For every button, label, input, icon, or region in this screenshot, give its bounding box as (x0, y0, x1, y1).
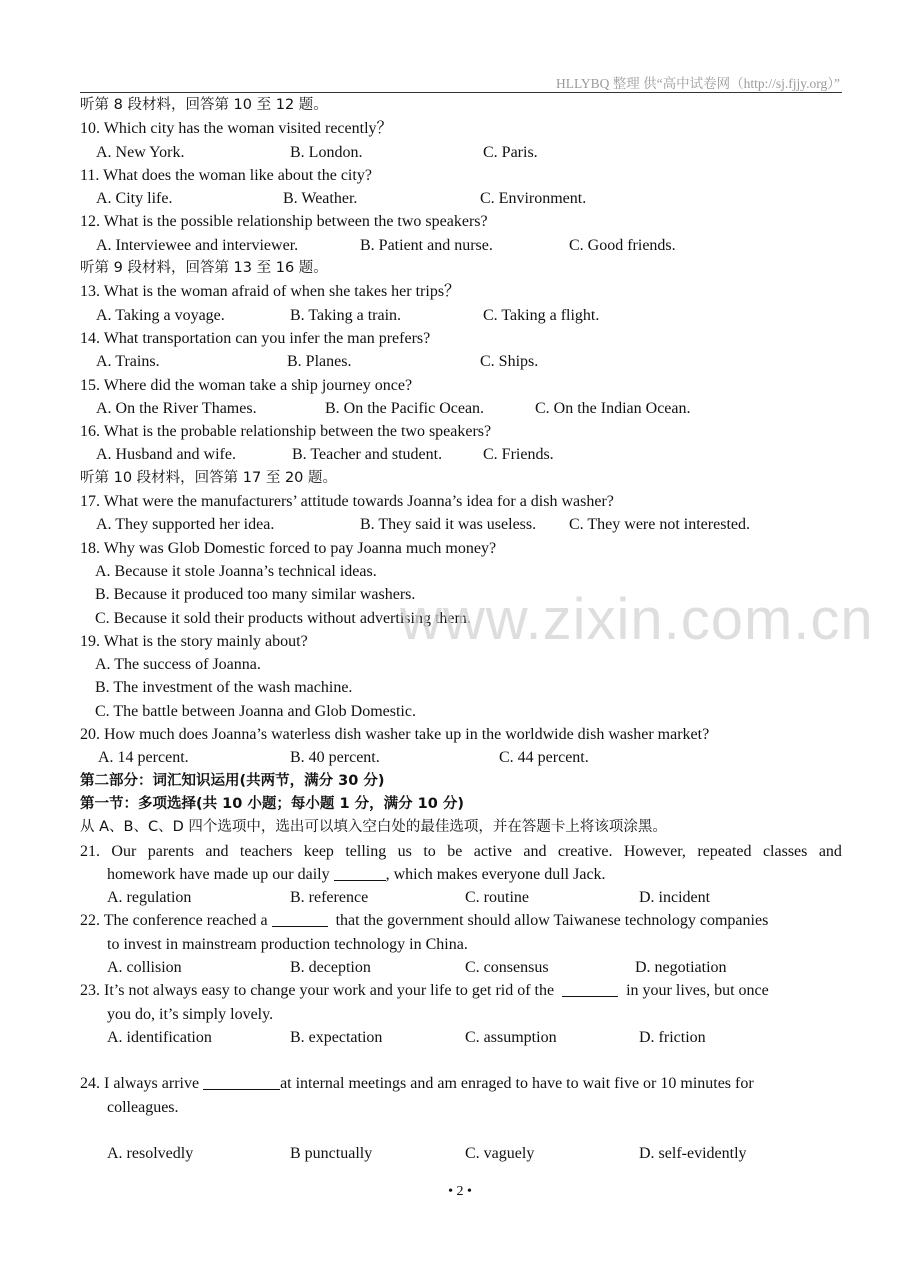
answer-blank (272, 910, 328, 927)
stem-word: and (523, 842, 547, 860)
option-c: C. The battle between Joanna and Glob Domestic. (95, 702, 416, 720)
option-a: A. Taking a voyage. (96, 306, 225, 324)
stem-word: repeated (697, 842, 752, 860)
question-22-stem (80, 909, 842, 932)
exam-content (80, 94, 842, 1166)
option-c: C. Because it sold their products without advertising them. (95, 609, 471, 627)
stem-word: classes (762, 842, 808, 860)
option-c: C. Paris. (483, 143, 538, 161)
stem-word: active (473, 842, 512, 860)
option-a: A. collision (107, 958, 182, 976)
option-c: C. Friends. (483, 446, 554, 464)
stem-word: 21. (80, 842, 100, 860)
option-b: B. Teacher and student. (292, 446, 443, 464)
stem-text: , which makes everyone dull Jack. (385, 865, 606, 883)
stem-word: be (447, 842, 463, 860)
stem-word: us (397, 842, 412, 860)
question-14-stem: 14. What transportation can you infer the man prefers? (80, 329, 431, 347)
stem-text: in your lives, but once (626, 982, 769, 1000)
answer-blank (203, 1073, 280, 1090)
option-d: D. negotiation (635, 958, 727, 976)
answer-blank (562, 980, 618, 997)
answer-blank (334, 864, 386, 881)
option-b: B. deception (290, 958, 371, 976)
option-a: A. They supported her idea. (96, 516, 275, 534)
header-divider (80, 92, 842, 93)
section-heading-8: 听第 8 段材料，回答第 10 至 12 题。 (80, 97, 328, 113)
stem-word: teachers (239, 842, 293, 860)
stem-text: homework have made up our daily (107, 865, 330, 883)
section-one-heading: 第一节：多项选择(共 10 小题；每小题 1 分，满分 10 分) (80, 795, 464, 812)
question-23-stem-continued: you do, it’s simply lovely. (107, 1005, 274, 1023)
question-23-options (80, 1026, 842, 1049)
question-24-stem-continued: colleagues. (107, 1098, 179, 1116)
question-19-stem: 19. What is the story mainly about? (80, 632, 308, 650)
stem-word: However, (623, 842, 686, 860)
part-two-heading: 第二部分：词汇知识运用(共两节，满分 30 分) (80, 772, 385, 789)
question-16-stem: 16. What is the probable relationship between the two speakers? (80, 423, 492, 441)
option-c: C. vaguely (465, 1145, 535, 1163)
stem-word: Our (111, 842, 137, 860)
question-14-options (80, 350, 842, 373)
question-12-options (80, 234, 842, 257)
question-22-stem-continued: to invest in mainstream production technology in China. (107, 935, 468, 953)
stem-word: creative. (557, 842, 613, 860)
option-c: C. assumption (465, 1028, 557, 1046)
stem-word: keep (303, 842, 334, 860)
option-a: A. New York. (96, 143, 185, 161)
question-22-options (80, 956, 842, 979)
option-a: A. regulation (107, 889, 192, 907)
stem-word: and (205, 842, 229, 860)
question-20-options (80, 746, 842, 769)
question-10-options (80, 141, 842, 164)
section-heading-9: 听第 9 段材料，回答第 13 至 16 题。 (80, 260, 328, 277)
option-b: B. The investment of the wash machine. (95, 679, 353, 697)
option-c: C. Taking a flight. (483, 306, 600, 324)
option-a: A. identification (107, 1028, 212, 1046)
question-16-options (80, 443, 842, 466)
question-13-options (80, 304, 842, 327)
option-c: C. 44 percent. (499, 749, 589, 767)
stem-word: to (423, 842, 436, 860)
option-b: B. London. (290, 143, 363, 161)
stem-word: telling (345, 842, 387, 860)
option-c: C. Environment. (480, 190, 587, 208)
instructions: 从 A、B、C、D 四个选项中，选出可以填入空白处的最佳选项，并在答题卡上将该项涂黑。 (80, 819, 667, 836)
question-18-stem: 18. Why was Glob Domestic forced to pay Joanna much money? (80, 539, 497, 557)
option-b: B. 40 percent. (290, 749, 380, 767)
stem-text: that the government should allow Taiwanese technology companies (335, 912, 769, 930)
option-d: D. friction (639, 1028, 706, 1046)
option-b: B. Weather. (283, 190, 358, 208)
option-b: B. reference (290, 889, 369, 907)
question-11-options (80, 187, 842, 210)
stem-text: 23. It’s not always easy to change your work and your life to get rid of the (80, 982, 555, 1000)
question-10-stem: 10. Which city has the woman visited recently？ (80, 120, 393, 138)
question-24-stem (80, 1072, 842, 1095)
option-c: C. They were not interested. (569, 516, 750, 534)
question-12-stem: 12. What is the possible relationship between the two speakers? (80, 213, 488, 231)
question-20-stem: 20. How much does Joanna’s waterless dish washer take up in the worldwide dish washer market? (80, 726, 710, 744)
stem-word: and (818, 842, 842, 860)
spacer (80, 1049, 842, 1072)
option-a: A. City life. (96, 190, 173, 208)
question-24-options (80, 1142, 842, 1165)
option-a: A. Because it stole Joanna’s technical ideas. (95, 562, 377, 580)
question-21-stem (80, 840, 842, 863)
option-b: B. Because it produced too many similar washers. (95, 586, 416, 604)
question-21-stem-continued (80, 863, 842, 886)
option-a: A. The success of Joanna. (95, 656, 261, 674)
option-c: C. Ships. (480, 353, 539, 371)
page-number: • 2 • (448, 1184, 472, 1199)
option-b: B. On the Pacific Ocean. (325, 399, 485, 417)
question-15-options (80, 397, 842, 420)
option-c: C. consensus (465, 958, 549, 976)
question-15-stem: 15. Where did the woman take a ship journey once? (80, 376, 413, 394)
option-c: C. On the Indian Ocean. (535, 399, 691, 417)
stem-text: 24. I always arrive (80, 1075, 200, 1093)
option-c: C. Good friends. (569, 236, 676, 254)
question-23-stem (80, 979, 842, 1002)
option-a: A. Interviewee and interviewer. (96, 236, 299, 254)
stem-text: 22. The conference reached a (80, 912, 268, 930)
option-b: B. expectation (290, 1028, 383, 1046)
option-d: D. self-evidently (639, 1145, 747, 1163)
option-a: A. 14 percent. (98, 749, 189, 767)
spacer (80, 1119, 842, 1142)
option-b: B. Taking a train. (290, 306, 402, 324)
stem-word: parents (147, 842, 194, 860)
option-c: C. routine (465, 889, 529, 907)
option-d: D. incident (639, 889, 711, 907)
option-a: A. Trains. (96, 353, 160, 371)
option-a: A. On the River Thames. (96, 399, 257, 417)
option-b: B. Patient and nurse. (360, 236, 493, 254)
stem-text: at internal meetings and am enraged to have to wait five or 10 minutes for (280, 1075, 754, 1093)
option-b: B. Planes. (287, 353, 352, 371)
question-17-stem: 17. What were the manufacturers’ attitude towards Joanna’s idea for a dish washer? (80, 493, 614, 511)
question-17-options (80, 513, 842, 536)
question-21-options (80, 886, 842, 909)
question-13-stem: 13. What is the woman afraid of when she takes her trips？ (80, 283, 461, 301)
option-a: A. Husband and wife. (96, 446, 236, 464)
watermark: www.zixin.com.cn (400, 587, 874, 652)
option-b: B punctually (290, 1145, 373, 1163)
section-heading-10: 听第 10 段材料，回答第 17 至 20 题。 (80, 469, 338, 486)
option-b: B. They said it was useless. (360, 516, 537, 534)
page-header: HLLYBQ 整理 供“高中试卷网（http://sj.fjjy.org）” (555, 76, 840, 91)
option-a: A. resolvedly (107, 1145, 194, 1163)
question-11-stem: 11. What does the woman like about the city? (80, 166, 372, 184)
